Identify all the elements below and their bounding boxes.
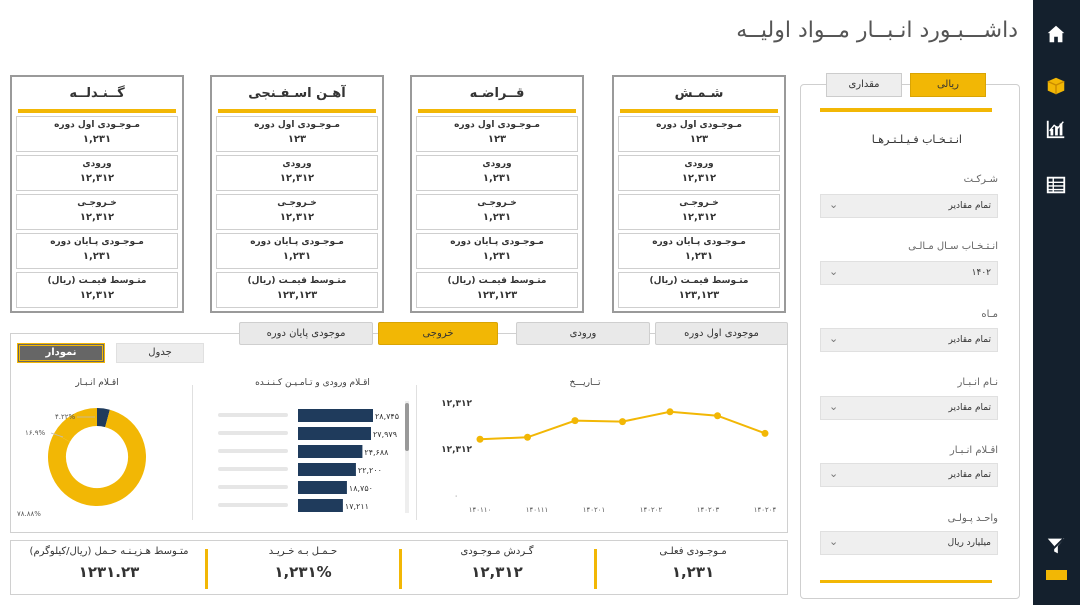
select-value: تمام مقادیر <box>948 335 991 345</box>
card-metric <box>16 155 178 191</box>
filter-label: شـرکـت <box>963 174 998 185</box>
metric-value: ۱۲۳,۱۲۳ <box>476 290 518 301</box>
metric-value: ۱,۲۳۱ <box>82 134 112 145</box>
line-chart-title: تــاریـــخ <box>569 378 601 388</box>
metric-label: ورودی <box>282 159 312 169</box>
company-select[interactable] <box>820 194 998 218</box>
metric-value: ۱,۲۳۱ <box>684 251 714 262</box>
metric-value: ۱۲,۳۱۲ <box>681 173 717 184</box>
kpi-divider <box>399 549 402 589</box>
chevron-down-icon: ⌄ <box>829 332 839 345</box>
kpi-freight-to-purchase <box>208 546 398 590</box>
tab-outbound[interactable]: خروجی <box>378 322 498 345</box>
bar-value-label: ۱۷,۲۱۱ <box>344 502 369 511</box>
metric-label: متـوسط قیمـت (ریال) <box>447 276 547 286</box>
bar-chart <box>200 395 415 520</box>
donut-chart-title: اقـلام انـبـار <box>75 378 119 388</box>
line-series <box>480 412 765 439</box>
chart-view-button[interactable]: نمودار <box>17 343 105 363</box>
filter-icon[interactable] <box>1044 534 1068 558</box>
select-value: تمام مقادیر <box>948 470 991 480</box>
card-title: قــراضـه <box>418 81 576 113</box>
bar-category-label <box>218 449 288 453</box>
page-title: داشـــبـورد انـبــار مــواد اولیــه <box>736 18 1018 43</box>
donut-label: ۱۶.۹% <box>25 429 46 437</box>
card-metric <box>618 233 780 269</box>
select-value: تمام مقادیر <box>948 403 991 413</box>
metric-value: ۱۲,۳۱۲ <box>79 290 115 301</box>
y-tick-label: ۰ <box>454 492 458 500</box>
bar-category-label <box>218 503 288 507</box>
divider <box>192 385 193 520</box>
card-title: آهـن اسـفـنجی <box>218 81 376 113</box>
bar-category-label <box>218 467 288 471</box>
select-value: تمام مقادیر <box>948 201 991 211</box>
filter-accent-line <box>820 108 992 112</box>
items-select[interactable] <box>820 463 998 487</box>
metric-label: مـوجـودی اول دوره <box>454 120 540 130</box>
card-metric <box>618 194 780 230</box>
filter-label: انـتـخـاب سـال مـالـی <box>908 241 998 252</box>
x-tick-label: ۱۴۰۲۰۳ <box>696 506 720 514</box>
card-metric <box>16 272 178 308</box>
bar-value-label: ۲۲,۲۰۰ <box>357 466 382 475</box>
bar-category-label <box>218 413 288 417</box>
donut-slice <box>97 417 107 418</box>
card-metric <box>618 155 780 191</box>
kpi-label: مـوجـودی فعلـی <box>659 546 727 557</box>
metric-label: متـوسط قیمـت (ریال) <box>247 276 347 286</box>
metric-value: ۱,۲۳۱ <box>482 251 512 262</box>
bar-value-label: ۲۸,۷۴۵ <box>375 412 400 421</box>
kpi-value: ۱۲۳۱.۲۳ <box>78 563 140 581</box>
card-title: گــنـدلــه <box>18 81 176 113</box>
metric-value: ۱۲,۳۱۲ <box>79 173 115 184</box>
nav-rail <box>1033 0 1080 605</box>
card-metric <box>416 272 578 308</box>
x-tick-label: ۱۴۰۱۱۱ <box>525 506 549 514</box>
bar-category-label <box>218 431 288 435</box>
metric-label: مـوجـودی پـایان دوره <box>50 237 144 247</box>
chevron-down-icon: ⌄ <box>829 265 839 278</box>
card-metric <box>16 116 178 152</box>
metric-value: ۱,۲۳۱ <box>282 251 312 262</box>
line-point <box>619 418 626 425</box>
month-select[interactable] <box>820 328 998 352</box>
filter-label: نـام انـبـار <box>957 377 998 388</box>
metric-label: مـوجـودی اول دوره <box>54 120 140 130</box>
metric-label: مـوجـودی پـایان دوره <box>652 237 746 247</box>
bar <box>298 445 362 458</box>
warehouse-select[interactable] <box>820 396 998 420</box>
divider <box>416 385 417 520</box>
card-metric <box>216 194 378 230</box>
card-metric <box>416 194 578 230</box>
select-value: میلیارد ریال <box>947 538 991 548</box>
bar-value-label: ۱۸,۷۵۰ <box>348 484 373 493</box>
donut-label: ۴.۲۲% <box>55 413 76 421</box>
chevron-down-icon: ⌄ <box>829 400 839 413</box>
rial-toggle-button[interactable]: ریالی <box>910 73 986 97</box>
card-metric <box>16 194 178 230</box>
currency-unit-select[interactable] <box>820 531 998 555</box>
metric-label: متـوسط قیمـت (ریال) <box>47 276 147 286</box>
kpi-label: متـوسط هـزیـنـه حـمل (ریال/کیلوگرم) <box>29 546 189 557</box>
metric-label: ورودی <box>82 159 112 169</box>
line-point <box>572 417 579 424</box>
chevron-down-icon: ⌄ <box>829 198 839 211</box>
card-metric <box>216 116 378 152</box>
bar <box>298 499 343 512</box>
metric-label: متـوسط قیمـت (ریال) <box>649 276 749 286</box>
chevron-down-icon: ⌄ <box>829 467 839 480</box>
table-icon[interactable] <box>1044 173 1068 197</box>
x-tick-label: ۱۴۰۲۰۲ <box>639 506 663 514</box>
bar <box>298 463 356 476</box>
metric-value: ۱,۲۳۱ <box>82 251 112 262</box>
select-value: ۱۴۰۲ <box>971 268 991 278</box>
kpi-value: ۱۲,۳۱۲ <box>471 563 523 581</box>
kpi-divider <box>205 549 208 589</box>
metric-value: ۱,۲۳۱ <box>482 173 512 184</box>
metric-value: ۱۲۳ <box>487 134 507 145</box>
metric-value: ۱۲۳,۱۲۳ <box>276 290 318 301</box>
line-point <box>524 434 531 441</box>
metric-label: مـوجـودی اول دوره <box>656 120 742 130</box>
line-point <box>762 430 769 437</box>
card-metric <box>416 116 578 152</box>
line-chart <box>420 390 790 525</box>
metric-label: خـروجـی <box>477 198 517 208</box>
quantity-toggle-button[interactable]: مقداری <box>826 73 902 97</box>
y-tick-label: ۱۲,۳۱۲ <box>441 445 472 455</box>
table-view-button[interactable]: جدول <box>116 343 204 363</box>
metric-value: ۱۲,۳۱۲ <box>279 173 315 184</box>
bar-category-label <box>218 485 288 489</box>
fiscal-year-select[interactable] <box>820 261 998 285</box>
bar-chart-title: اقـلام ورودی و تـامـیـن کـنـنـده <box>255 378 370 388</box>
card-metric <box>618 116 780 152</box>
kpi-label: حـمـل بـه خـریـد <box>268 546 338 557</box>
card-metric <box>416 155 578 191</box>
material-card <box>210 75 384 313</box>
box-icon[interactable] <box>1044 74 1068 98</box>
metric-value: ۱۲,۳۱۲ <box>279 212 315 223</box>
card-metric <box>216 272 378 308</box>
x-tick-label: ۱۴۰۲۰۴ <box>753 506 777 514</box>
metric-label: خـروجـی <box>679 198 719 208</box>
metric-label: مـوجـودی پـایان دوره <box>250 237 344 247</box>
bar <box>298 427 371 440</box>
metric-value: ۱,۲۳۱ <box>482 212 512 223</box>
kpi-label: گـردش مـوجـودی <box>460 546 534 557</box>
filter-label: اقـلام انـبـار <box>949 445 998 456</box>
bar <box>298 481 347 494</box>
kpi-value: ۱,۲۳۱ <box>671 563 715 581</box>
kpi-avg-freight-cost <box>14 546 204 590</box>
metric-value: ۱۲,۳۱۲ <box>79 212 115 223</box>
chevron-down-icon: ⌄ <box>829 535 839 548</box>
metric-value: ۱۲۳,۱۲۳ <box>678 290 720 301</box>
panel-toggle-icon[interactable] <box>1046 570 1067 580</box>
metric-label: مـوجـودی پـایان دوره <box>450 237 544 247</box>
bar-value-label: ۲۴,۶۸۸ <box>364 448 389 457</box>
kpi-stock-turnover <box>402 546 592 590</box>
card-metric <box>618 272 780 308</box>
bar-value-label: ۲۷,۹۷۹ <box>373 430 398 439</box>
line-point <box>477 436 484 443</box>
kpi-current-stock <box>598 546 788 590</box>
filter-accent-line <box>820 580 992 583</box>
metric-label: مـوجـودی اول دوره <box>254 120 340 130</box>
y-tick-label: ۱۲,۳۱۲ <box>441 399 472 409</box>
card-metric <box>216 155 378 191</box>
material-card <box>612 75 786 313</box>
x-tick-label: ۱۴۰۲۰۱ <box>582 506 606 514</box>
metric-value: ۱۲۳ <box>287 134 307 145</box>
x-tick-label: ۱۴۰۱۱۰ <box>468 506 492 514</box>
metric-value: ۱۲۳ <box>689 134 709 145</box>
metric-label: خـروجـی <box>277 198 317 208</box>
donut-label: ۷۸.۸۸% <box>17 510 41 518</box>
kpi-divider <box>594 549 597 589</box>
chart-icon[interactable] <box>1044 117 1068 141</box>
metric-label: خـروجـی <box>77 198 117 208</box>
filter-label: مـاه <box>981 309 998 320</box>
metric-value: ۱۲,۳۱۲ <box>681 212 717 223</box>
card-metric <box>16 233 178 269</box>
material-card <box>10 75 184 313</box>
bar <box>298 409 373 422</box>
kpi-value: ۱,۲۳۱% <box>274 563 332 581</box>
tab-inbound[interactable]: ورودی <box>516 322 650 345</box>
card-title: شـمـش <box>620 81 778 113</box>
material-card <box>410 75 584 313</box>
card-metric <box>216 233 378 269</box>
line-point <box>714 412 721 419</box>
metric-label: ورودی <box>684 159 714 169</box>
line-point <box>667 408 674 415</box>
filter-heading: انـتـخـاب فـیـلـتـرهـا <box>871 133 962 146</box>
tab-closing-stock[interactable]: موجودی پایان دوره <box>239 322 373 345</box>
filter-label: واحـد پـولـی <box>947 513 998 524</box>
home-icon[interactable] <box>1044 22 1068 46</box>
metric-label: ورودی <box>482 159 512 169</box>
scrollbar-thumb <box>405 403 409 451</box>
card-metric <box>416 233 578 269</box>
donut-chart <box>15 395 190 525</box>
tab-opening-stock[interactable]: موجودی اول دوره <box>655 322 788 345</box>
